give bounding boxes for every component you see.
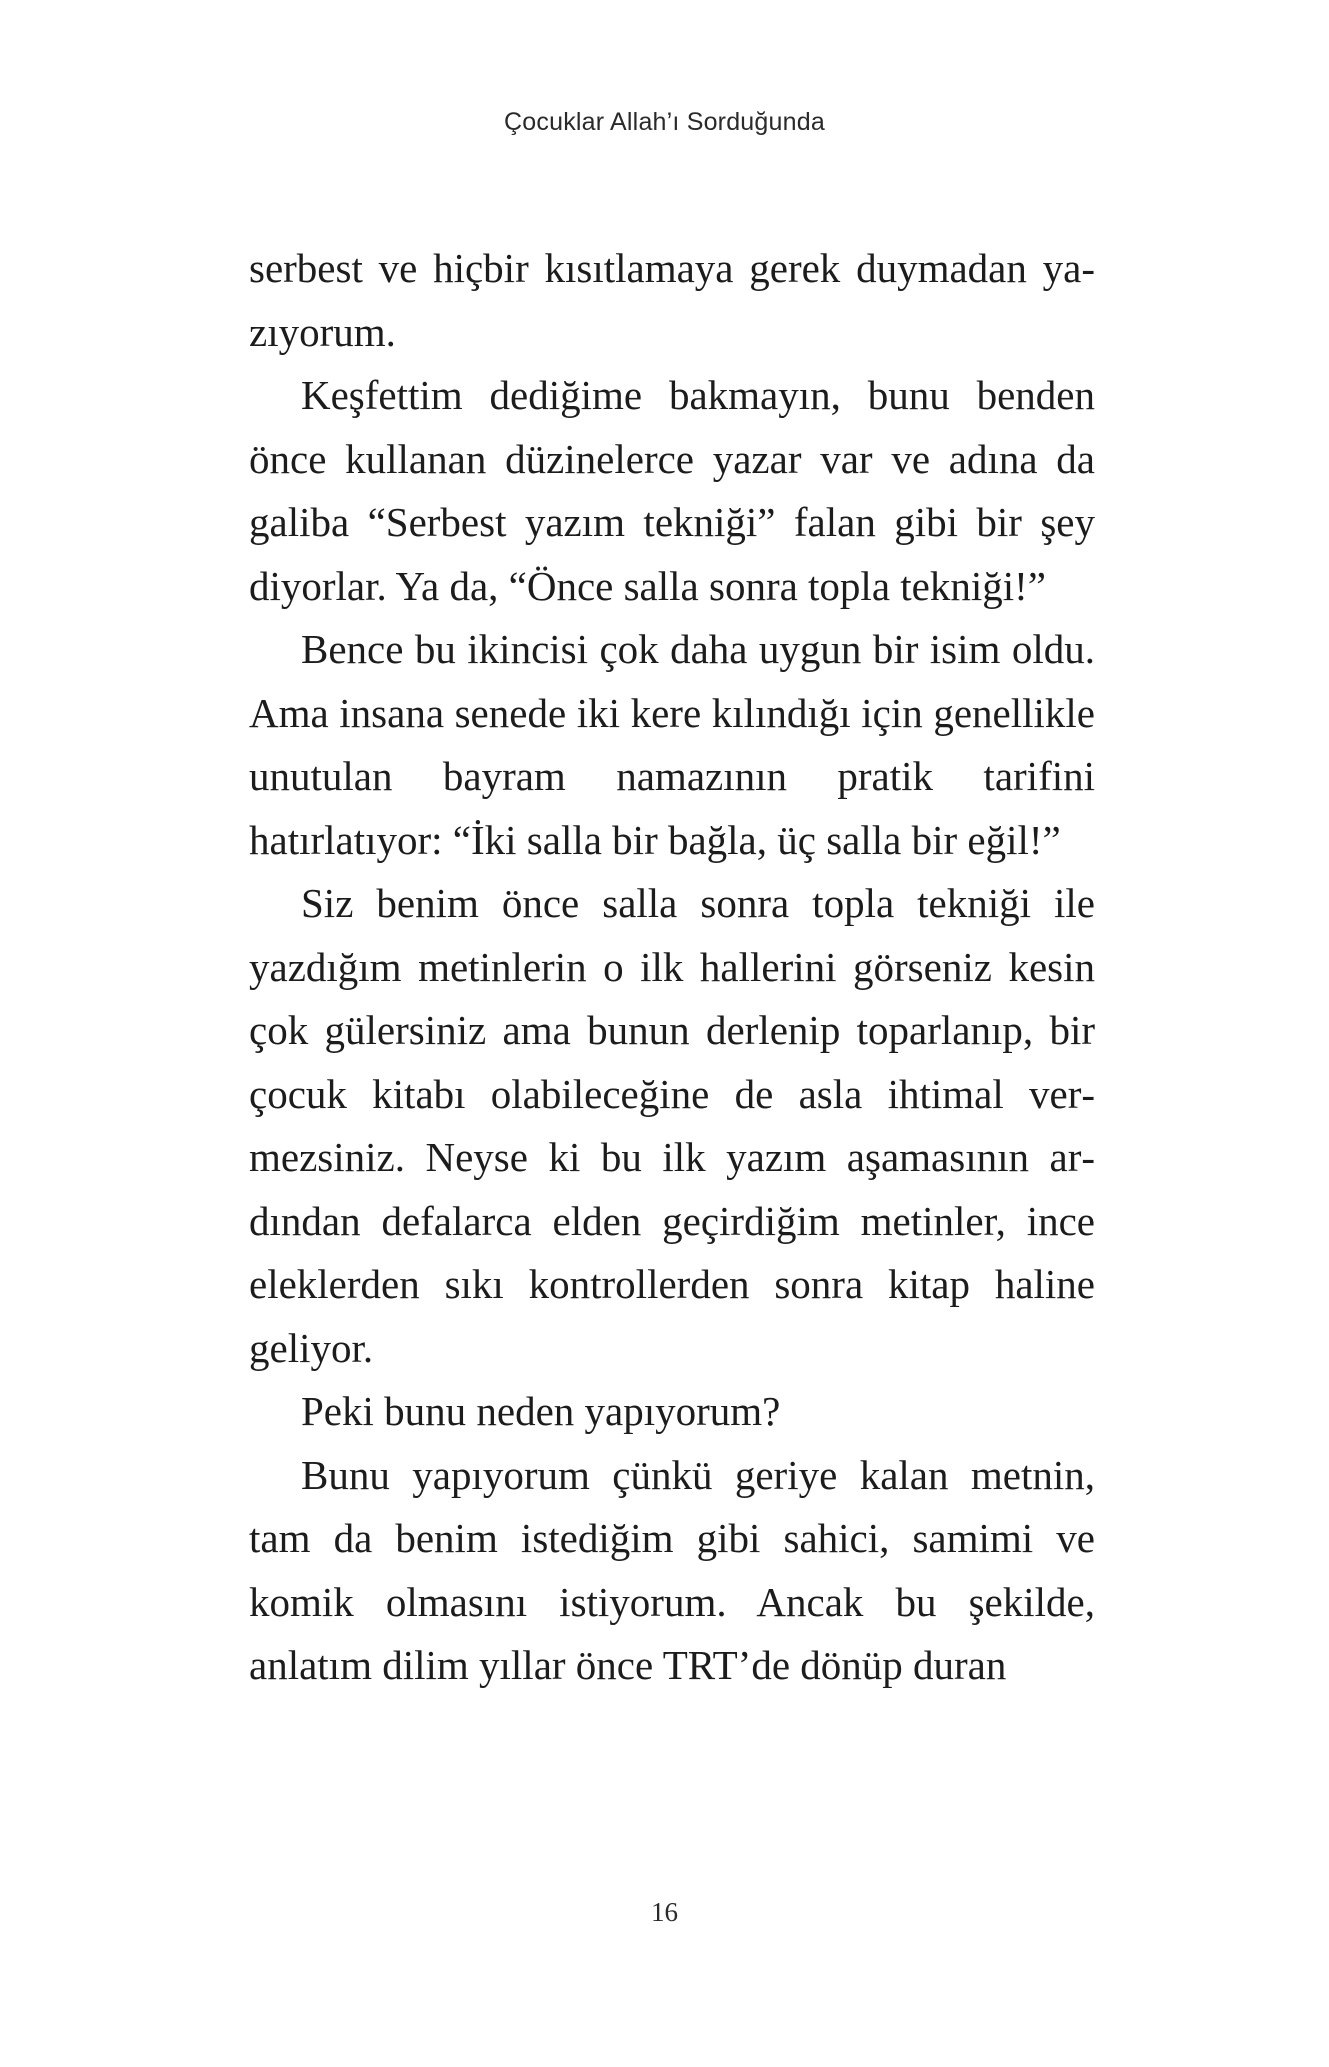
- running-header: Çocuklar Allah’ı Sorduğunda: [504, 108, 825, 136]
- page-number: 16: [651, 1897, 678, 1927]
- paragraph: Siz benim önce salla sonra topla tekniği ile yazdığım metinlerin o ilk hallerini görseniz kesin çok gülersiniz ama bunun derlenip toparlanıp, bir çocuk kitabı olabileceğine de asla ihtimal vermezsiniz. Neyse ki bu ilk yazım aşamasının ardından defalarca elden geçirdiğim metinler, ince eleklerden sıkı kontrollerden sonra kitap haline geliyor.: [249, 880, 1095, 1371]
- paragraph: Bunu yapıyorum çünkü geriye kalan metnin, tam da benim istediğim gibi sahici, samimi ve komik olmasını istiyorum. Ancak bu şekilde, anlatım dilim yıllar önce TRT’de dönüp duran: [249, 1451, 1095, 1688]
- body-text: [249, 237, 1095, 1698]
- paragraph: Keşfettim dediğime bakmayın, bunu benden önce kullanan düzinelerce yazar var ve adına da galiba “Serbest yazım tekniği” falan gibi bir şey diyorlar. Ya da, “Önce salla sonra topla tekniği!”: [249, 372, 1095, 609]
- paragraph: Peki bunu neden yapıyorum?: [301, 1388, 781, 1434]
- paragraph: Bence bu ikincisi çok daha uygun bir isim oldu. Ama insana senede iki kere kılındığı için genellikle unutulan bayram namazının pratik tarifini hatırlatıyor: “İki salla bir bağla, üç salla bir eğil!”: [249, 626, 1095, 863]
- paragraph-continued: serbest ve hiçbir kısıtlamaya gerek duymadan yazıyorum.: [249, 245, 1095, 355]
